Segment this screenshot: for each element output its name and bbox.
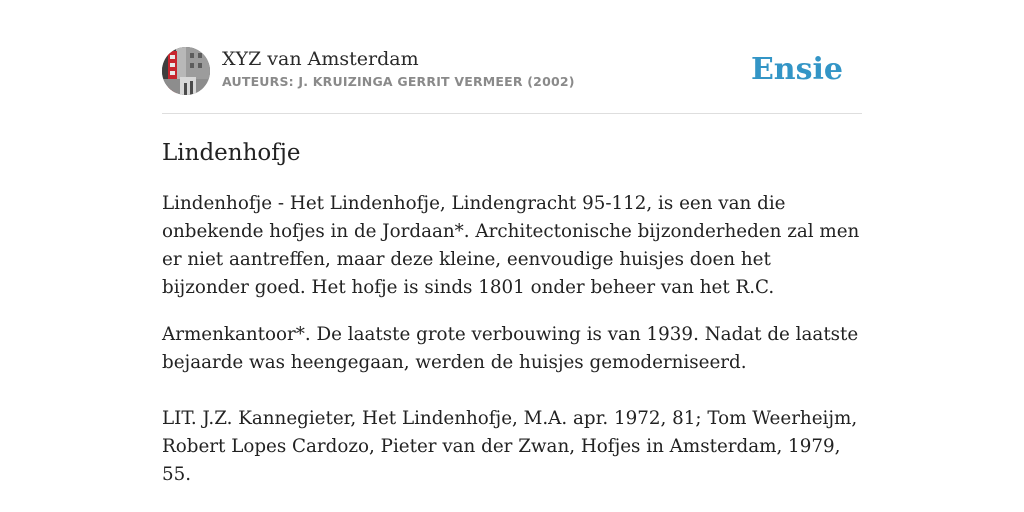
entry-literature: LIT. J.Z. Kannegieter, Het Lindenhofje, M.A. apr. 1972, 81; Tom Weerheijm, Robert Lopes Cardozo, Pieter van der Zwan, Hofjes in Amsterdam, 1979, 55. [162, 408, 858, 485]
book-authors: AUTEURS: J. KRUIZINGA GERRIT VERMEER (2002) [222, 74, 575, 89]
entry-paragraph: Armenkantoor*. De laatste grote verbouwing is van 1939. Nadat de laatste bejaarde was heengegaan, werden de huisjes gemoderniseerd. [162, 324, 859, 373]
entry-card [162, 46, 862, 485]
entry-body [162, 190, 862, 489]
ensie-logo[interactable]: Ensie [750, 52, 843, 87]
book-cover-avatar[interactable] [162, 47, 210, 95]
entry-title: Lindenhofje [162, 140, 301, 166]
entry-paragraph: Lindenhofje - Het Lindenhofje, Lindengracht 95-112, is een van die onbekende hofjes in de Jordaan*. Architectonische bijzonderheden zal men er niet aantreffen, maar deze kleine, eenvoudige huisjes doen het bijzonder goed. Het hofje is sinds 1801 onder beheer van het R.C. [162, 193, 860, 298]
entry-header [162, 46, 862, 114]
book-cover-image [162, 47, 210, 95]
book-title[interactable]: XYZ van Amsterdam [222, 48, 419, 70]
